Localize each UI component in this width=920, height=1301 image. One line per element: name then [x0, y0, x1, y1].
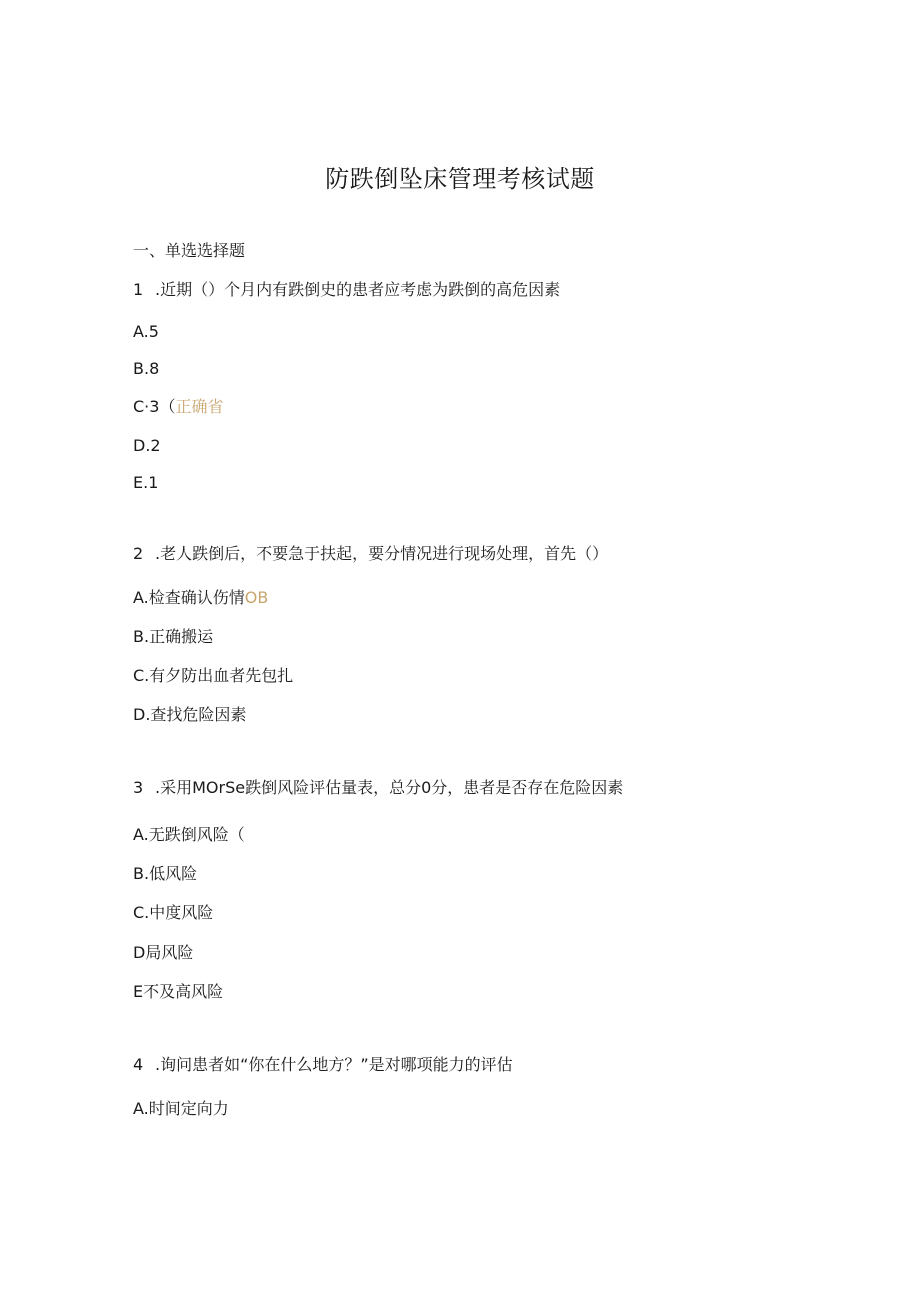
option-label: E.1 [133, 473, 159, 492]
option-1-b [133, 358, 159, 380]
option-1-d [133, 435, 161, 457]
option-2-a [133, 587, 268, 609]
question-1 [133, 279, 560, 301]
option-label: A.5 [133, 322, 159, 341]
option-label: D.查找危险因素 [133, 705, 247, 724]
question-text: .近期（）个月内有跌倒史的患者应考虑为跌倒的高危因素 [155, 280, 561, 299]
option-label: A.检查确认伤情 [133, 588, 245, 607]
option-4-a [133, 1098, 229, 1120]
page-title: 防跌倒坠床管理考核试题 [325, 165, 595, 193]
option-1-c [133, 396, 223, 418]
question-text: .老人跌倒后，不要急于扶起，要分情况进行现场处理，首先（） [155, 544, 609, 563]
option-3-d [133, 942, 193, 964]
question-number: 1 [133, 280, 144, 299]
option-label: C·3（ [133, 397, 176, 416]
option-label: B.低风险 [133, 864, 198, 883]
answer-mark: 正确省 [175, 397, 224, 416]
option-label: B.正确搬运 [133, 627, 214, 646]
question-text: .询问患者如“你在什么地方？”是对哪项能力的评估 [155, 1055, 513, 1074]
question-4 [133, 1054, 513, 1076]
question-number: 2 [133, 544, 144, 563]
question-text: .采用MOrSe跌倒风险评估量表，总分0分，患者是否存在危险因素 [155, 778, 624, 797]
option-1-e [133, 472, 158, 494]
option-2-b [133, 626, 213, 648]
option-1-a [133, 321, 159, 343]
question-3 [133, 777, 623, 799]
option-3-c [133, 902, 213, 924]
section-heading: 一、单选选择题 [133, 241, 246, 260]
option-label: A.时间定向力 [133, 1099, 229, 1118]
option-3-e [133, 981, 223, 1003]
option-3-b [133, 863, 197, 885]
option-label: C.有夕防出血者先包扎 [133, 666, 294, 685]
option-2-d [133, 704, 246, 726]
option-label: A.无跌倒风险（ [133, 825, 245, 844]
answer-mark: OB [244, 588, 269, 607]
question-number: 3 [133, 778, 144, 797]
option-2-c [133, 665, 293, 687]
question-number: 4 [133, 1055, 144, 1074]
question-2 [133, 543, 608, 565]
option-3-a [133, 824, 245, 846]
option-label: D.2 [133, 436, 161, 455]
option-label: B.8 [133, 359, 160, 378]
option-label: E不及高风险 [133, 982, 224, 1001]
option-label: D局风险 [133, 943, 194, 962]
option-label: C.中度风险 [133, 903, 214, 922]
